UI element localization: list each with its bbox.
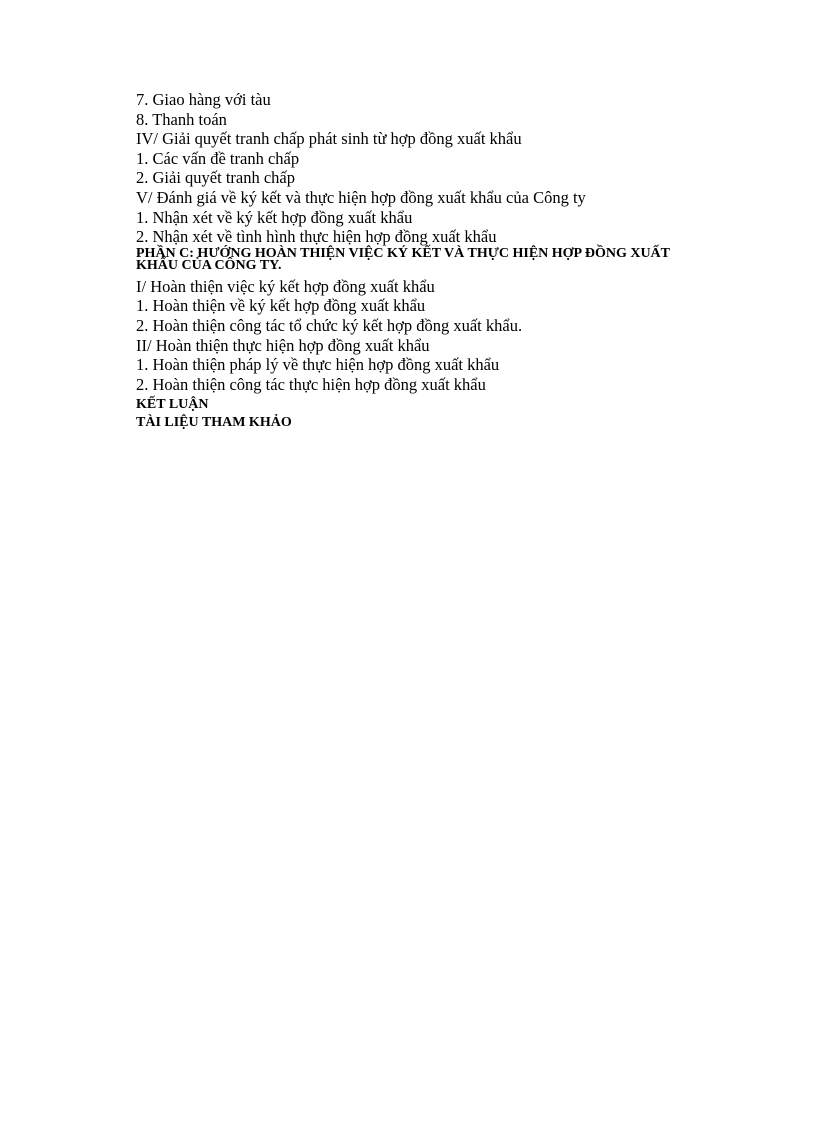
toc-item-hoan-thien-to-chuc: 2. Hoàn thiện công tác tổ chức ký kết hợp đồng xuất khẩu. — [136, 315, 523, 335]
toc-conclusion: KẾT LUẬN — [136, 397, 209, 413]
toc-item-thanh-toan: 8. Thanh toán — [136, 109, 227, 129]
toc-item-nhan-xet-thuc-hien: 2. Nhận xét về tình hình thực hiện hợp đồng xuất khẩu — [136, 227, 497, 247]
part-c-heading: PHẦN C: HƯỚNG HOÀN THIỆN VIỆC KÝ KẾT VÀ THỰC HIỆN HỢP ĐỒNG XUẤT KHẨU CỦA CÔNG TY. — [136, 245, 670, 274]
table-of-contents — [136, 90, 696, 431]
toc-item-hoan-thien-cong-tac: 2. Hoàn thiện công tác thực hiện hợp đồng xuất khẩu — [136, 374, 486, 394]
toc-references: TÀI LIỆU THAM KHẢO — [136, 414, 292, 430]
toc-item-nhan-xet-ky-ket: 1. Nhận xét về ký kết hợp đồng xuất khẩu — [136, 207, 413, 227]
toc-section-ii: II/ Hoàn thiện thực hiện hợp đồng xuất khẩu — [136, 335, 430, 355]
toc-item-cac-van-de: 1. Các vấn đề tranh chấp — [136, 148, 300, 168]
toc-section-iv: IV/ Giải quyết tranh chấp phát sinh từ hợp đồng xuất khẩu — [136, 129, 522, 149]
toc-item-giao-hang: 7. Giao hàng với tàu — [136, 90, 271, 109]
toc-section-v: V/ Đánh giá về ký kết và thực hiện hợp đồng xuất khẩu của Công ty — [136, 187, 586, 207]
toc-item-hoan-thien-phap-ly: 1. Hoàn thiện pháp lý về thực hiện hợp đồng xuất khẩu — [136, 355, 500, 375]
toc-item-giai-quyet: 2. Giải quyết tranh chấp — [136, 168, 295, 188]
toc-item-hoan-thien-ky-ket: 1. Hoàn thiện về ký kết hợp đồng xuất khẩu — [136, 296, 426, 316]
toc-section-i: I/ Hoàn thiện việc ký kết hợp đồng xuất khẩu — [136, 276, 435, 296]
